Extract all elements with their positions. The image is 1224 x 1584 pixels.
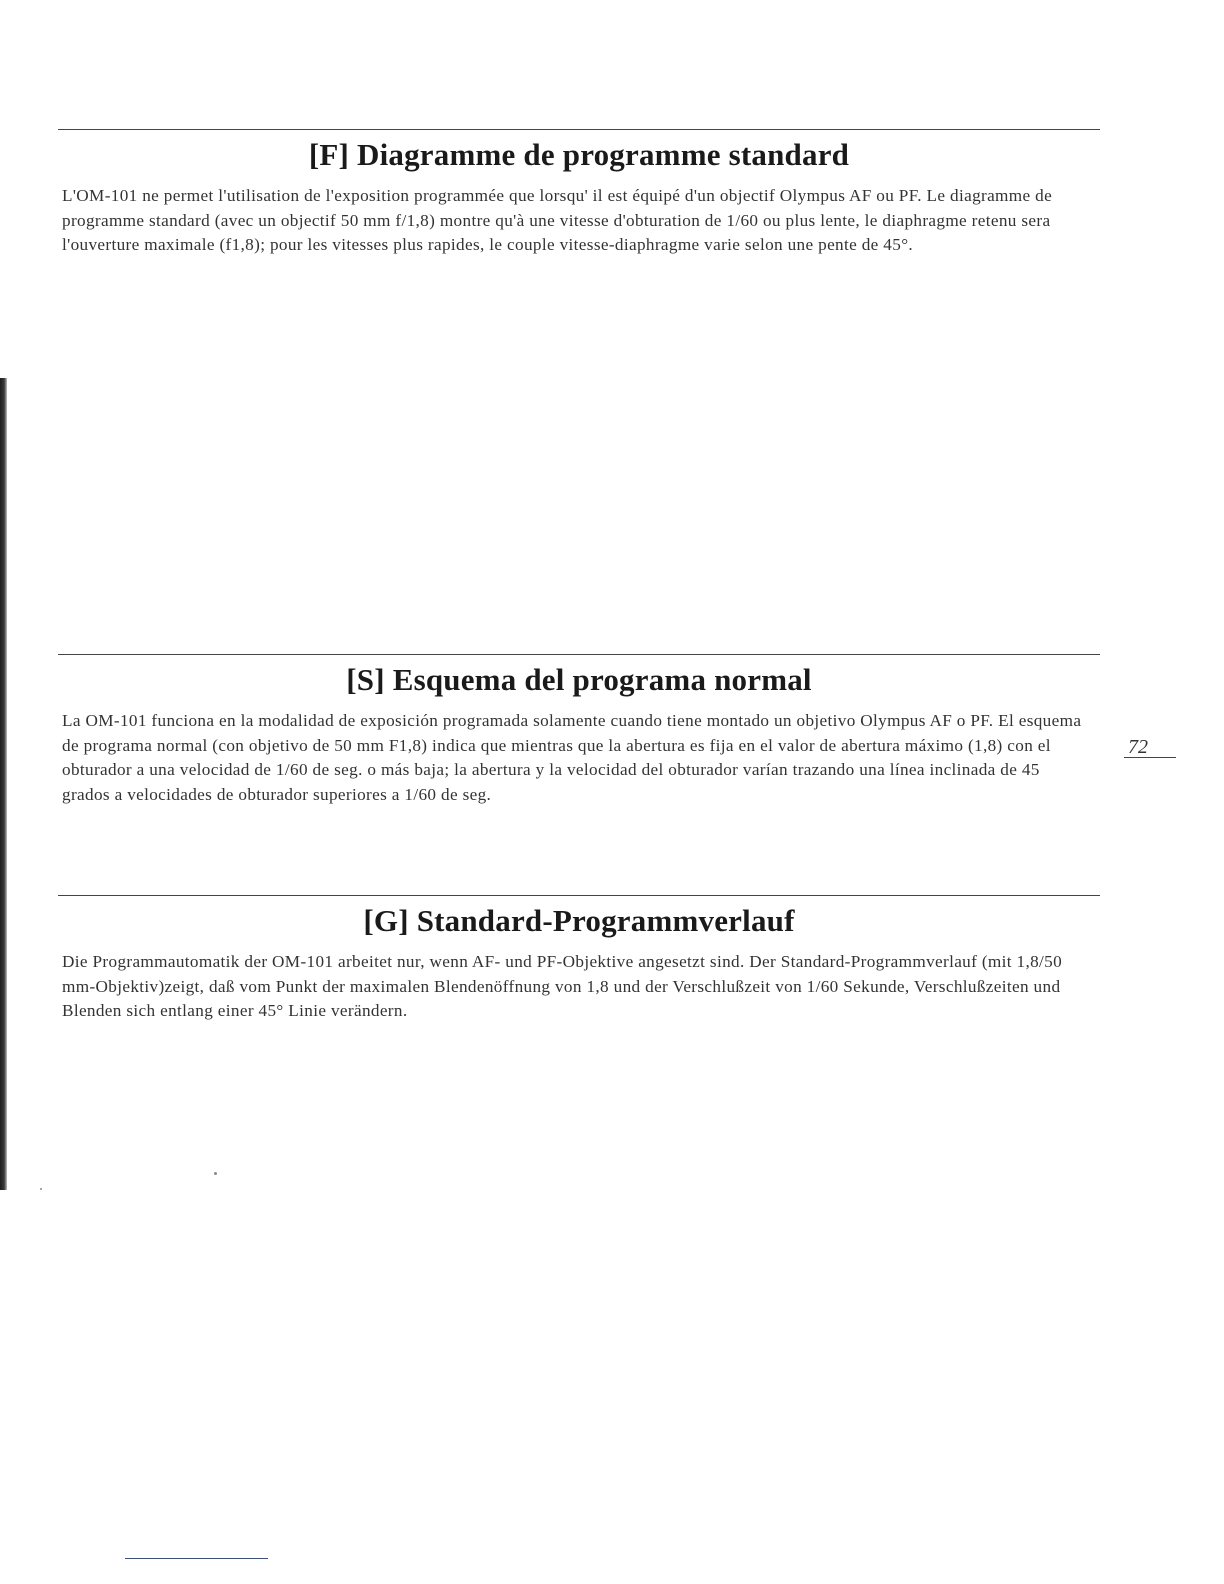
section-heading: [F] Diagramme de programme standard — [308, 137, 850, 172]
section-body: La OM-101 funciona en la modalidad de exposición programada solamente cuando tiene montado un objetivo Olympus AF o PF. El esquema de programa normal (con objetivo de 50 mm F1,8) indica que mientras que la abertura es fija en el valor de abertura máximo (1,8) con el obturador a una velocidad de 1/60 de seg. o más baja; la abertura y la velocidad del obturador varían trazando una línea inclinada de 45 grados a velocidades de obturador superiores a 1/60 de seg. — [62, 711, 1082, 804]
section-heading: [S] Esquema del programa normal — [346, 662, 812, 697]
section-divider — [58, 654, 1100, 655]
footer-link-underline[interactable] — [125, 1558, 268, 1559]
page-number-underline — [1124, 757, 1176, 758]
scan-speck — [40, 1188, 42, 1190]
page-number: 72 — [1128, 736, 1148, 758]
section-heading: [G] Standard-Programmverlauf — [363, 903, 795, 938]
section-body: L'OM-101 ne permet l'utilisation de l'exposition programmée que lorsqu' il est équipé d'un objectif Olympus AF ou PF. Le diagramme de programme standard (avec un objectif 50 mm f/1,8) montre qu'à une vitesse d'obturation de 1/60 ou plus lente, le diaphragme retenu sera l'ouverture maximale (f1,8); pour les vitesses plus rapides, le couple vitesse-diaphragme varie selon une pente de 45°. — [62, 186, 1053, 255]
section-body: Die Programmautomatik der OM-101 arbeitet nur, wenn AF- und PF-Objektive angesetzt sind. Der Standard-Programmverlauf (mit 1,8/50 mm-Objektiv)zeigt, daß vom Punkt der maximalen Blendenöffnung von 1,8 und der Verschlußzeit von 1/60 Sekunde, Verschlußzeiten und Blenden sich entlang einer 45° Linie verändern. — [62, 952, 1063, 1021]
scan-speck — [214, 1172, 217, 1175]
section-spanish — [58, 654, 1100, 807]
section-divider — [58, 129, 1100, 130]
section-german — [58, 895, 1100, 1024]
scan-edge-shadow — [0, 378, 7, 1190]
section-divider — [58, 895, 1100, 896]
section-french — [58, 129, 1100, 258]
